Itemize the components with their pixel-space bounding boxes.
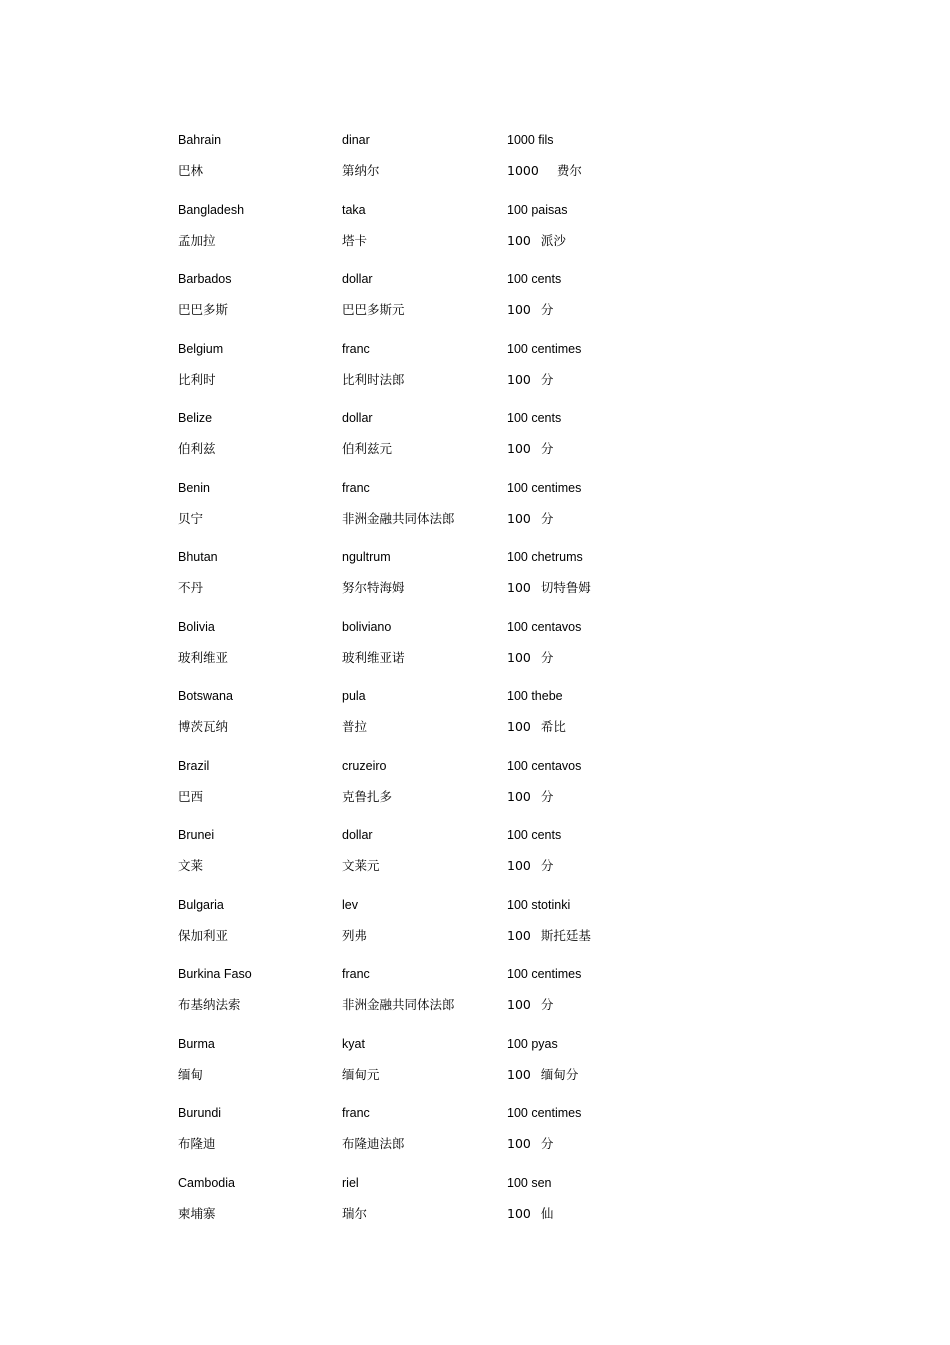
english-row bbox=[178, 548, 738, 566]
subunit-name-zh: 缅甸分 bbox=[540, 1067, 579, 1082]
country-name-zh: 孟加拉 bbox=[178, 233, 216, 248]
chinese-row bbox=[178, 718, 738, 736]
english-row bbox=[178, 131, 738, 149]
subunit-number: 1000 bbox=[507, 163, 539, 178]
subunit-zh-cell bbox=[507, 927, 591, 945]
subunit-text: 100 cents bbox=[507, 411, 562, 425]
currency-name-zh: 普拉 bbox=[342, 719, 368, 734]
country-name-zh: 柬埔寨 bbox=[178, 1206, 216, 1221]
subunit-number: 100 bbox=[507, 719, 531, 734]
english-row bbox=[178, 757, 738, 775]
subunit-number: 100 bbox=[507, 511, 531, 526]
chinese-row bbox=[178, 371, 738, 389]
subunit-text: 100 centimes bbox=[507, 1106, 582, 1120]
chinese-row bbox=[178, 1066, 738, 1084]
subunit-number: 100 bbox=[507, 302, 531, 317]
chinese-row bbox=[178, 579, 738, 597]
currency-name-zh: 瑞尔 bbox=[342, 1206, 368, 1221]
subunit-name-zh: 分 bbox=[540, 858, 554, 873]
subunit-number: 100 bbox=[507, 650, 531, 665]
english-row bbox=[178, 618, 738, 636]
country-name-zh: 缅甸 bbox=[178, 1067, 204, 1082]
currency-name-zh: 塔卡 bbox=[342, 233, 368, 248]
currency-name: dollar bbox=[342, 828, 373, 842]
chinese-row bbox=[178, 1135, 738, 1153]
country-name-zh: 贝宁 bbox=[178, 511, 204, 526]
subunit-name-zh: 派沙 bbox=[540, 233, 566, 248]
subunit-text: 100 cents bbox=[507, 828, 562, 842]
currency-name-zh: 努尔特海姆 bbox=[342, 580, 405, 595]
currency-name-zh: 比利时法郎 bbox=[342, 372, 405, 387]
english-row bbox=[178, 409, 738, 427]
currency-entry bbox=[178, 618, 738, 678]
currency-entry bbox=[178, 896, 738, 956]
currency-name: franc bbox=[342, 342, 370, 356]
subunit-text: 100 centimes bbox=[507, 342, 582, 356]
currency-name-zh: 玻利维亚诺 bbox=[342, 650, 405, 665]
currency-name: riel bbox=[342, 1176, 359, 1190]
subunit-text: 100 paisas bbox=[507, 203, 568, 217]
country-name-zh: 不丹 bbox=[178, 580, 204, 595]
subunit-number: 100 bbox=[507, 928, 531, 943]
subunit-text: 100 stotinki bbox=[507, 898, 571, 912]
subunit-text: 100 centavos bbox=[507, 759, 582, 773]
english-row bbox=[178, 201, 738, 219]
subunit-name-zh: 分 bbox=[540, 302, 554, 317]
english-row bbox=[178, 479, 738, 497]
currency-name: ngultrum bbox=[342, 550, 391, 564]
currency-name-zh: 缅甸元 bbox=[342, 1067, 380, 1082]
currency-name: boliviano bbox=[342, 620, 392, 634]
subunit-zh-cell bbox=[507, 232, 566, 250]
subunit-zh-cell bbox=[507, 440, 553, 458]
subunit-zh-cell bbox=[507, 1135, 553, 1153]
currency-name-zh: 伯利兹元 bbox=[342, 441, 393, 456]
subunit-number: 100 bbox=[507, 858, 531, 873]
chinese-row bbox=[178, 440, 738, 458]
country-name: Barbados bbox=[178, 272, 232, 286]
subunit-number: 100 bbox=[507, 441, 531, 456]
country-name: Brazil bbox=[178, 759, 210, 773]
subunit-text: 100 thebe bbox=[507, 689, 563, 703]
chinese-row bbox=[178, 510, 738, 528]
country-name: Botswana bbox=[178, 689, 233, 703]
country-name-zh: 伯利兹 bbox=[178, 441, 216, 456]
english-row bbox=[178, 270, 738, 288]
country-name-zh: 博茨瓦纳 bbox=[178, 719, 229, 734]
subunit-zh-cell bbox=[507, 649, 553, 667]
country-name-zh: 比利时 bbox=[178, 372, 216, 387]
subunit-name-zh: 分 bbox=[540, 511, 554, 526]
subunit-name-zh: 分 bbox=[540, 1136, 554, 1151]
english-row bbox=[178, 965, 738, 983]
currency-name: franc bbox=[342, 1106, 370, 1120]
english-row bbox=[178, 826, 738, 844]
english-row bbox=[178, 1174, 738, 1192]
subunit-number: 100 bbox=[507, 1136, 531, 1151]
subunit-zh-cell bbox=[507, 162, 582, 180]
country-name: Burkina Faso bbox=[178, 967, 252, 981]
country-name: Burma bbox=[178, 1037, 215, 1051]
english-row bbox=[178, 687, 738, 705]
subunit-zh-cell bbox=[507, 1066, 578, 1084]
currency-entry bbox=[178, 479, 738, 539]
currency-name: dollar bbox=[342, 272, 373, 286]
chinese-row bbox=[178, 162, 738, 180]
currency-entry bbox=[178, 1035, 738, 1095]
currency-entry bbox=[178, 131, 738, 191]
currency-name-zh: 第纳尔 bbox=[342, 163, 380, 178]
subunit-zh-cell bbox=[507, 1205, 553, 1223]
english-row bbox=[178, 340, 738, 358]
currency-entry bbox=[178, 1174, 738, 1234]
subunit-text: 100 centimes bbox=[507, 967, 582, 981]
chinese-row bbox=[178, 788, 738, 806]
country-name: Burundi bbox=[178, 1106, 222, 1120]
country-name: Bulgaria bbox=[178, 898, 224, 912]
country-name: Benin bbox=[178, 481, 210, 495]
subunit-name-zh: 费尔 bbox=[556, 163, 582, 178]
country-name-zh: 文莱 bbox=[178, 858, 204, 873]
english-row bbox=[178, 1035, 738, 1053]
currency-entry bbox=[178, 548, 738, 608]
country-name-zh: 巴林 bbox=[178, 163, 204, 178]
subunit-name-zh: 分 bbox=[540, 441, 554, 456]
subunit-zh-cell bbox=[507, 371, 553, 389]
subunit-zh-cell bbox=[507, 996, 553, 1014]
currency-name-zh: 克鲁扎多 bbox=[342, 789, 393, 804]
subunit-number: 100 bbox=[507, 372, 531, 387]
country-name: Bolivia bbox=[178, 620, 215, 634]
currency-name: franc bbox=[342, 967, 370, 981]
currency-name-zh: 列弗 bbox=[342, 928, 368, 943]
subunit-number: 100 bbox=[507, 580, 531, 595]
english-row bbox=[178, 1104, 738, 1122]
subunit-number: 100 bbox=[507, 1206, 531, 1221]
country-name: Cambodia bbox=[178, 1176, 235, 1190]
currency-name: dollar bbox=[342, 411, 373, 425]
subunit-zh-cell bbox=[507, 718, 566, 736]
subunit-zh-cell bbox=[507, 857, 553, 875]
country-name-zh: 玻利维亚 bbox=[178, 650, 229, 665]
country-name-zh: 布隆迪 bbox=[178, 1136, 216, 1151]
currency-entry bbox=[178, 409, 738, 469]
subunit-text: 100 cents bbox=[507, 272, 562, 286]
chinese-row bbox=[178, 857, 738, 875]
currency-name-zh: 巴巴多斯元 bbox=[342, 302, 405, 317]
subunit-name-zh: 仙 bbox=[540, 1206, 554, 1221]
country-name-zh: 保加利亚 bbox=[178, 928, 229, 943]
chinese-row bbox=[178, 301, 738, 319]
subunit-number: 100 bbox=[507, 997, 531, 1012]
subunit-zh-cell bbox=[507, 788, 553, 806]
currency-name-zh: 非洲金融共同体法郎 bbox=[342, 997, 455, 1012]
english-row bbox=[178, 896, 738, 914]
currency-name: pula bbox=[342, 689, 366, 703]
chinese-row bbox=[178, 649, 738, 667]
chinese-row bbox=[178, 996, 738, 1014]
currency-entry bbox=[178, 201, 738, 261]
subunit-name-zh: 分 bbox=[540, 997, 554, 1012]
subunit-name-zh: 斯托廷基 bbox=[540, 928, 591, 943]
currency-name: dinar bbox=[342, 133, 370, 147]
country-name-zh: 巴巴多斯 bbox=[178, 302, 229, 317]
subunit-name-zh: 切特鲁姆 bbox=[540, 580, 591, 595]
currency-name: kyat bbox=[342, 1037, 365, 1051]
currency-entry bbox=[178, 687, 738, 747]
subunit-number: 100 bbox=[507, 789, 531, 804]
country-name: Bangladesh bbox=[178, 203, 245, 217]
subunit-text: 100 sen bbox=[507, 1176, 552, 1190]
subunit-text: 100 chetrums bbox=[507, 550, 583, 564]
currency-entry bbox=[178, 826, 738, 886]
currency-name-zh: 文莱元 bbox=[342, 858, 380, 873]
country-name: Belize bbox=[178, 411, 213, 425]
currency-entry bbox=[178, 757, 738, 817]
currency-name: taka bbox=[342, 203, 366, 217]
subunit-name-zh: 分 bbox=[540, 650, 554, 665]
subunit-name-zh: 分 bbox=[540, 372, 554, 387]
currency-name: franc bbox=[342, 481, 370, 495]
currency-entry bbox=[178, 340, 738, 400]
currency-entry bbox=[178, 1104, 738, 1164]
currency-entry bbox=[178, 270, 738, 330]
subunit-number: 100 bbox=[507, 233, 531, 248]
subunit-text: 100 pyas bbox=[507, 1037, 558, 1051]
currency-entry bbox=[178, 965, 738, 1025]
country-name: Belgium bbox=[178, 342, 224, 356]
subunit-number: 100 bbox=[507, 1067, 531, 1082]
subunit-text: 100 centimes bbox=[507, 481, 582, 495]
subunit-text: 1000 fils bbox=[507, 133, 554, 147]
chinese-row bbox=[178, 1205, 738, 1223]
subunit-name-zh: 希比 bbox=[540, 719, 566, 734]
currency-name-zh: 布隆迪法郎 bbox=[342, 1136, 405, 1151]
subunit-text: 100 centavos bbox=[507, 620, 582, 634]
country-name: Brunei bbox=[178, 828, 215, 842]
country-name-zh: 巴西 bbox=[178, 789, 204, 804]
subunit-zh-cell bbox=[507, 301, 553, 319]
subunit-zh-cell bbox=[507, 579, 591, 597]
chinese-row bbox=[178, 927, 738, 945]
currency-name-zh: 非洲金融共同体法郎 bbox=[342, 511, 455, 526]
country-name: Bhutan bbox=[178, 550, 218, 564]
currency-name: lev bbox=[342, 898, 358, 912]
country-name: Bahrain bbox=[178, 133, 222, 147]
country-name-zh: 布基纳法索 bbox=[178, 997, 241, 1012]
subunit-zh-cell bbox=[507, 510, 553, 528]
subunit-name-zh: 分 bbox=[540, 789, 554, 804]
chinese-row bbox=[178, 232, 738, 250]
currency-name: cruzeiro bbox=[342, 759, 387, 773]
